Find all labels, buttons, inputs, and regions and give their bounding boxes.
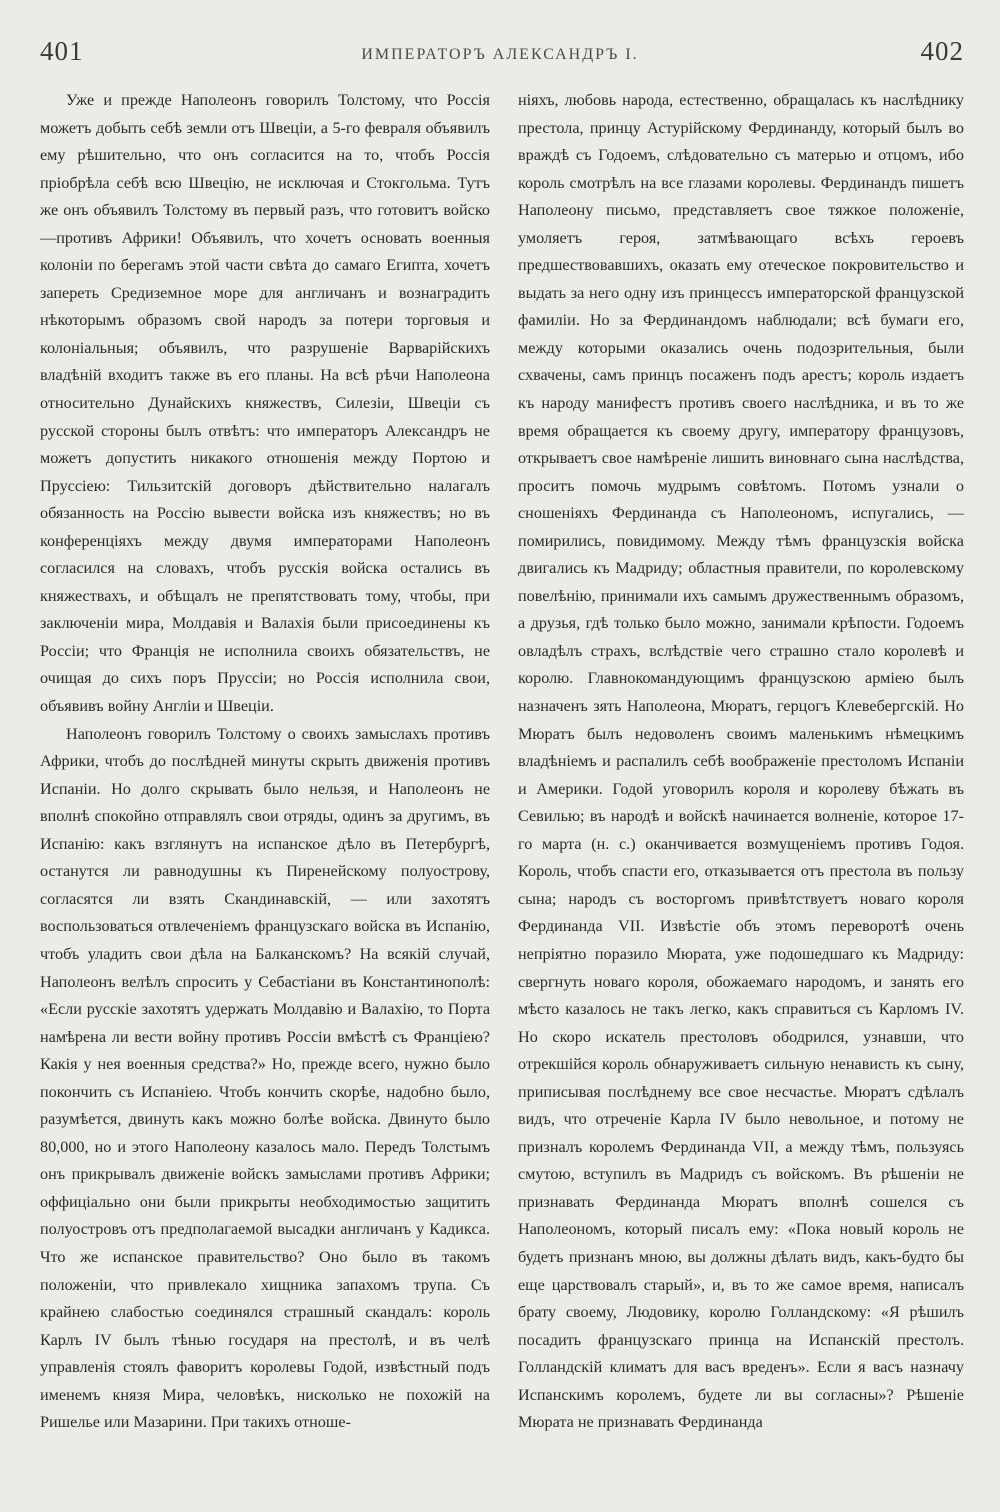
right-column — [518, 87, 964, 1437]
page-header — [0, 36, 1000, 76]
paragraph: Наполеонъ говорилъ Толстому о своихъ замыслахъ противъ Африки, чтобъ до послѣдней минуты скрыть движенія противъ Испаніи. Но долго скрывать было нельзя, и Наполеонъ не вполнѣ спокойно отправлялъ свои отряды, одинъ за другимъ, въ Испанію: какъ взглянутъ на испанское дѣло въ Петербургѣ, останутся ли равнодушны къ Пиренейскому полуострову, согласятся ли взять Скандинавскій, — или захотятъ воспользоваться отвлеченіемъ французскаго войска въ Испанію, чтобъ уладить свои дѣла на Балканскомъ? На всякій случай, Наполеонъ велѣлъ спросить у Себастіани въ Константинополѣ: «Если русскіе захотятъ удержать Молдавію и Валахію, то Порта намѣрена ли вести войну противъ Россіи вмѣстѣ съ Франціею? Какія у нея военныя средства?» Но, прежде всего, нужно было покончить съ Испаніею. Чтобъ кончить скорѣе, надобно было, разумѣется, двинуть какъ можно болѣе войска. Двинуто было 80,000, но и этого Наполеону казалось мало. Передъ Толстымъ онъ прикрывалъ движеніе войскъ замыслами противъ Африки; оффиціально они были прикрыты необходимостью защитить полуостровъ отъ предполагаемой высадки англичанъ у Кадикса. Что же испанское правительство? Оно было въ такомъ положеніи, что привлекало хищника запахомъ трупа. Съ крайнею слабостью соединялся страшный скандалъ: король Карлъ IV былъ тѣнью государя на престолѣ, и въ челѣ управленія стоялъ фаворитъ королевы Годой, извѣстный подъ именемъ князя Мира, человѣкъ, нисколько не похожій на Ришелье или Мазарини. При такихъ отноше- — [40, 724, 490, 1432]
page-number-left: 401 — [40, 36, 84, 66]
paragraph-continued: ніяхъ, любовь народа, естественно, обращалась къ наслѣднику престола, принцу Астурійскому Фердинанду, который былъ во враждѣ съ Годоемъ, слѣдовательно съ матерью и отцомъ, ибо король смотрѣлъ на все глазами королевы. Фердинандъ пишетъ Наполеону письмо, представляетъ свое тяжкое положеніе, умоляетъ героя, затмѣвающаго всѣхъ героевъ предшествовавшихъ, оказать ему отеческое покровительство и выдать за него одну изъ принцессъ императорской французской фамиліи. Но за Фердинандомъ наблюдали; всѣ бумаги его, между которыми оказались очень подозрительныя, были схвачены, самъ принцъ посаженъ подъ арестъ; король издаетъ къ народу манифестъ противъ своего наслѣдника, и въ то же время обращается къ своему другу, императору французовъ, открываетъ свое намѣреніе лишить виновнаго сына наслѣдства, проситъ помочь мудрымъ совѣтомъ. Потомъ узнали о сношеніяхъ Фердинанда съ Наполеономъ, испугались, — помирились, повидимому. Между тѣмъ французскія войска двигались къ Мадриду; областныя правители, по королевскому повелѣнію, принимали ихъ самымъ дружественнымъ образомъ, а друзья, гдѣ только было можно, занимали крѣпости. Годоемъ овладѣлъ страхъ, вслѣдствіе чего страшно стало королевѣ и королю. Главнокомандующимъ французскою арміею былъ назначенъ зять Наполеона, Мюратъ, герцогъ Клевебергскій. Но Мюратъ былъ недоволенъ своимъ маленькимъ нѣмецкимъ владѣніемъ и распалилъ себѣ воображеніе престоломъ Испаніи и Америки. Годой уговорилъ короля и королеву бѣжать въ Севилью; въ народѣ и войскѣ начинается волненіе, которое 17-го марта (н. с.) оканчивается возмущеніемъ противъ Годоя. Король, чтобъ спасти его, отказывается отъ престола въ пользу сына; народъ съ восторгомъ привѣтствуетъ новаго короля Фердинанда VII. Извѣстіе объ этомъ переворотѣ очень непріятно поразило Мюрата, уже подошедшаго къ Мадриду: свергнуть новаго короля, обожаемаго народомъ, и занять его мѣсто казалось не такъ легко, какъ справиться съ Карломъ IV. Но скоро искатель престоловъ ободрился, узнавши, что отрекшійся король обнаруживаетъ сильную ненависть къ сыну, приписывая послѣднему все свое несчастье. Мюратъ сдѣлалъ видъ, что отреченіе Карла IV было невольное, и потому не призналъ королемъ Фердинанда VII, а между тѣмъ, пользуясь смутою, вступилъ въ Мадридъ съ войскомъ. Въ рѣшеніи не признавать Фердинанда Мюратъ вполнѣ сошелся съ Наполеономъ, который писалъ ему: «Пока новый король не будетъ признанъ мною, вы должны дѣлать видъ, какъ-будто бы еще царствовалъ старый», и, въ то же самое время, написалъ брату своему, Людовику, королю Голландскому: «Я рѣшилъ посадить французскаго принца на Испанскій престолъ. Голландскій климатъ для васъ вреденъ». Если я васъ назначу Испанскимъ королемъ, будете ли вы согласны»? Рѣшеніе Мюрата не признавать Фердинанда — [518, 91, 964, 1432]
page-number-right: 402 — [920, 36, 964, 66]
running-title: ИМПЕРАТОРЪ АЛЕКСАНДРЪ I. — [361, 46, 639, 63]
paragraph: Уже и прежде Наполеонъ говорилъ Толстому, что Россія можетъ добыть себѣ земли отъ Швеціи, а 5-го февраля объявилъ ему рѣшительно, что онъ согласится на то, чтобъ Россія пріобрѣла себѣ всю Швецію, не исключая и Стокгольма. Тутъ же онъ объявилъ Толстому въ первый разъ, что готовитъ войско—противъ Африки! Объявилъ, что хочетъ основать военныя колоніи по берегамъ этой части свѣта до самаго Египта, хочетъ запереть Средиземное море для англичанъ и вознаградить нѣкоторымъ образомъ свой народъ за потери торговыя и колоніальныя; объявилъ, что разрушеніе Варварійскихъ владѣній входитъ также въ его планы. На всѣ рѣчи Наполеона относительно Дунайскихъ княжествъ, Силезіи, Швеціи съ русской стороны былъ отвѣтъ: что императоръ Александръ не можетъ допустить никакого отношенія между Портою и Пруссіею: Тильзитскій договоръ дѣйствительно налагалъ обязанность на Россію вывести войска изъ княжествъ; но въ конференціяхъ между двумя императорами Наполеонъ согласился на словахъ, чтобъ русскія войска остались въ княжествахъ, и обѣщалъ не препятствовать тому, чтобы, при заключеніи мира, Молдавія и Валахія были присоединены къ Россіи; что Франція не исполнила своихъ обязательствъ, не очищая до сихъ поръ Пруссіи; но Россія исполнила свои, объявивъ войну Англіи и Швеціи. — [40, 91, 490, 716]
left-column — [40, 87, 490, 1437]
